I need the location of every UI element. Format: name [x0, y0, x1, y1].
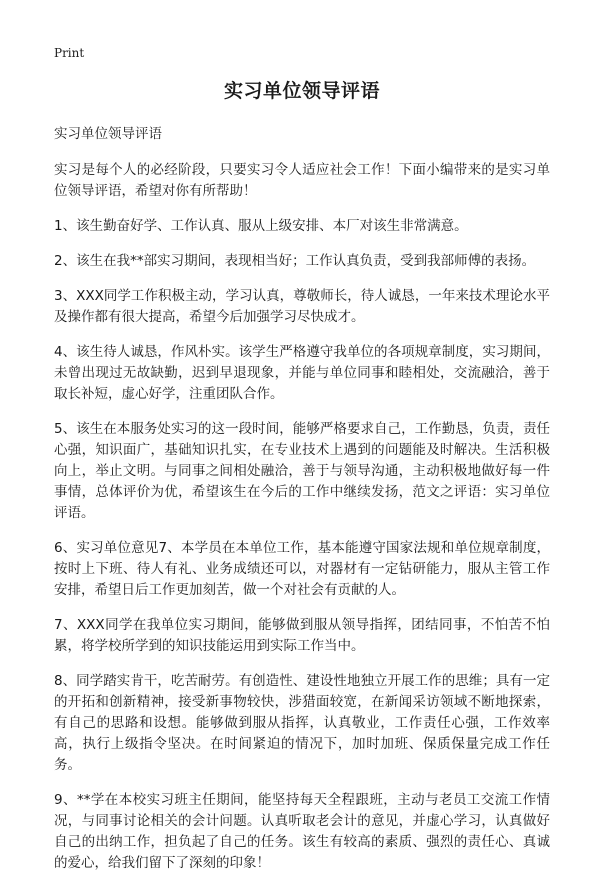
document-body — [54, 78, 550, 888]
print-link[interactable]: Print — [54, 46, 85, 60]
paragraph-1: 1、该生勤奋好学、工作认真、服从上级安排、本厂对该生非常满意。 — [54, 218, 468, 234]
paragraph-9: 9、**学在本校实习班主任期间，能坚持每天全程跟班，主动与老员工交流工作情况，与同事讨论相关的会计问题。认真听取老会计的意见，并虚心学习，认真做好自己的出纳工作，担负起了自己的任务。该生有较高的素质、强烈的责任心、真诚的爱心，给我们留下了深刻的印象！ — [54, 792, 550, 871]
paragraph-2: 2、该生在我**部实习期间，表现相当好；工作认真负责，受到我部师傅的表扬。 — [54, 253, 536, 269]
paragraph-4: 4、该生待人诚恳，作风朴实。该学生严格遵守我单位的各项规章制度，实习期间，未曾出现过无故缺勤，迟到早退现象，并能与单位同事和睦相处，交流融洽，善于取长补短，虚心好学，注重团队合作。 — [54, 344, 550, 402]
paragraph-8: 8、同学踏实肯干，吃苦耐劳。有创造性、建设性地独立开展工作的思维；具有一定的开拓和创新精神，接受新事物较快，涉猎面较宽，在新闻采访领域不断地探索，有自己的思路和设想。能够做到服从指挥，认真敬业，工作责任心强，工作效率高，执行上级指令坚决。在时间紧迫的情况下，加时加班、保质保量完成工作任务。 — [54, 673, 550, 773]
paragraph-3: 3、XXX同学工作积极主动，学习认真，尊敬师长，待人诚恳，一年来技术理论水平及操作都有很大提高，希望今后加强学习尽快成才。 — [54, 288, 550, 325]
document-subtitle: 实习单位领导评语 — [54, 126, 162, 142]
page-title: 实习单位领导评语 — [223, 80, 380, 102]
paragraph-5: 5、该生在本服务处实习的这一段时间，能够严格要求自己，工作勤恳，负责，责任心强，知识面广，基础知识扎实，在专业技术上遇到的问题能及时解决。生活积极向上，举止文明。与同事之间相处融洽，善于与领导沟通，主动积极地做好每一件事情，总体评价为优，希望该生在今后的工作中继续发扬，范文之评语：实习单位评语。 — [54, 421, 550, 521]
paragraph-6: 6、实习单位意见7、本学员在本单位工作，基本能遵守国家法规和单位规章制度，按时上下班、待人有礼、业务成绩还可以，对器材有一定钻研能力，服从主管工作安排，希望日后工作更加刻苦，做一个对社会有贡献的人。 — [54, 540, 550, 598]
paragraph-7: 7、XXX同学在我单位实习期间，能够做到服从领导指挥，团结同事，不怕苦不怕累，将学校所学到的知识技能运用到实际工作当中。 — [54, 617, 550, 654]
intro-paragraph: 实习是每个人的必经阶段，只要实习令人适应社会工作！下面小编带来的是实习单位领导评语，希望对你有所帮助！ — [54, 162, 550, 199]
